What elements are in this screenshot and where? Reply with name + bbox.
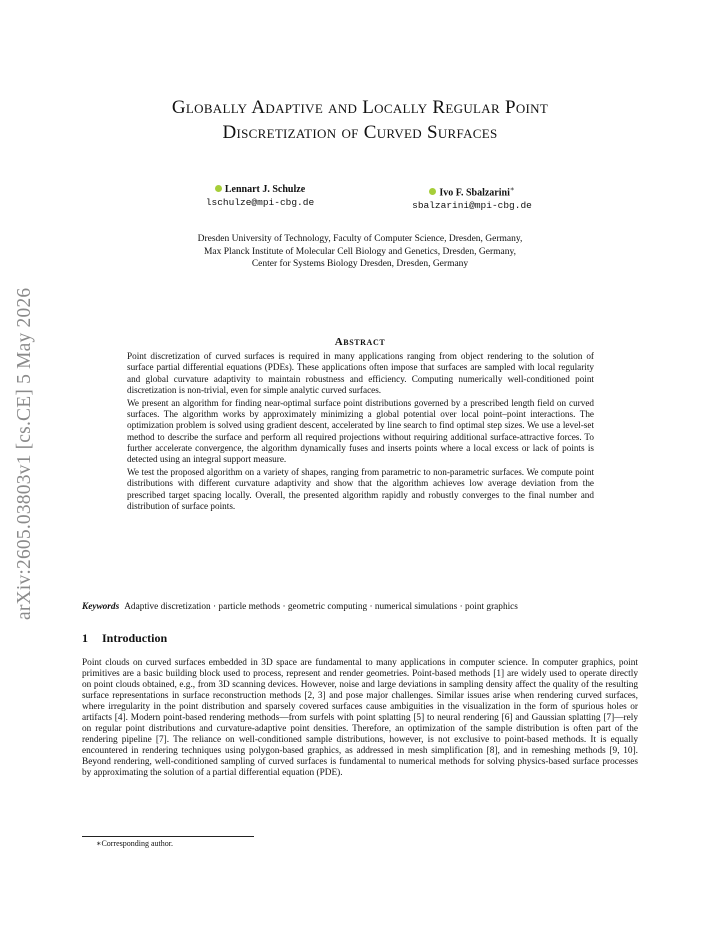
affiliation-line: Dresden University of Technology, Faculty of Computer Science, Dresden, Germany, <box>197 234 523 244</box>
abstract-heading: Abstract <box>334 336 386 348</box>
keywords-text: Adaptive discretization · particle methods · geometric computing · numerical simulations · point graphics <box>124 602 518 612</box>
author-name: Lennart J. Schulze <box>224 184 306 195</box>
abstract-paragraph: Point discretization of curved surfaces is required in many applications ranging from object rendering to the solution of surface partial differential equations (PDEs). These applications often impose that surfaces are sampled with local regularity and global curvature adaptivity to maintain robustness and efficiency. Computing numerically well-conditioned point discretization is non-trivial, even for simple analytic curved surfaces. <box>127 351 594 395</box>
section-number: 1 <box>82 631 88 645</box>
author-block-2 <box>372 183 572 212</box>
section-heading <box>82 631 167 646</box>
paper-title <box>0 95 720 145</box>
corresponding-mark: ∗ <box>509 185 515 193</box>
author-name: Ivo F. Sbalzarini <box>439 187 510 199</box>
orcid-icon[interactable] <box>215 185 222 192</box>
orcid-icon[interactable] <box>429 188 436 195</box>
affiliations <box>0 233 720 271</box>
keywords <box>82 601 642 613</box>
footnote: ∗Corresponding author. <box>96 839 173 848</box>
abstract-paragraph: We present an algorithm for finding near-optimal surface point distributions governed by a prescribed length field on curved surfaces. The algorithm works by approximately minimizing a global potential over local point–point interactions. The optimization problem is solved using gradient descent, accelerated by line search to find optimal step sizes. We use a level-set method to describe the surface and perform all required projections without requiring additional surface-attractive forces. To further accelerate convergence, the algorithm dynamically fuses and inserts points where a local excess or lack of points is detected using an integral support measure. <box>127 397 594 465</box>
author-email[interactable]: lschulze@mpi-cbg.de <box>205 197 315 208</box>
section-title: Introduction <box>102 631 168 645</box>
author-block-1 <box>160 183 360 209</box>
title-line-2: Discretization of Curved Surfaces <box>222 122 498 143</box>
affiliation-line: Center for Systems Biology Dresden, Dresden, Germany <box>251 259 469 269</box>
abstract-body <box>127 351 594 514</box>
affiliation-line: Max Planck Institute of Molecular Cell Biology and Genetics, Dresden, Germany, <box>203 246 516 257</box>
introduction-paragraph: Point clouds on curved surfaces embedded in 3D space are fundamental to many applications in computer science. In computer graphics, point primitives are a basic building block used to process, represent and render geometries. Point-based methods [1] are widely used to operate directly on point clouds obtained, e.g., from 3D scanning devices. However, noise and large deviations in sampling density affect the quality of the resulting surface representations in surface reconstruction methods [2, 3] and pose major challenges. Similar issues arise when rendering curved surfaces, where irregularity in the point distribution and sparsely covered surfaces cause ambiguities in the visualization in the form of spurious holes or artifacts [4]. Modern point-based rendering methods—from surfels with point splatting [5] to neural rendering [6] and Gaussian splatting [7]—rely on regular point distributions and curvature-adaptive point densities. Therefore, an optimization of the sample distribution is often part of the rendering pipeline [7]. The reliance on well-conditioned sample distributions, however, is not exclusive to point-based methods. It is equally encountered in rendering techniques using polygon-based graphics, as addressed in mesh simplification [8], and in remeshing methods [9, 10]. Beyond rendering, well-conditioned sampling of curved surfaces is fundamental to numerical methods for solving physics-based surface processes by approximating the solution of a partial differential equation (PDE). <box>82 658 638 778</box>
keywords-label: Keywords <box>82 602 120 612</box>
author-email[interactable]: sbalzarini@mpi-cbg.de <box>412 200 532 212</box>
title-line-1: Globally Adaptive and Locally Regular Point <box>171 97 549 118</box>
footnote-rule <box>82 836 254 837</box>
abstract-paragraph: We test the proposed algorithm on a variety of shapes, ranging from parametric to non-parametric surfaces. We compute point distributions with different curvature adaptivity and show that the algorithm achieves low average deviation from the prescribed target spacing locally. Overall, the presented algorithm rapidly and robustly converges to the final number and distribution of surface points. <box>127 466 594 511</box>
introduction-body <box>82 658 638 778</box>
arxiv-identifier: arXiv:2605.03803v1 [cs.CE] 5 May 2026 <box>14 287 35 620</box>
